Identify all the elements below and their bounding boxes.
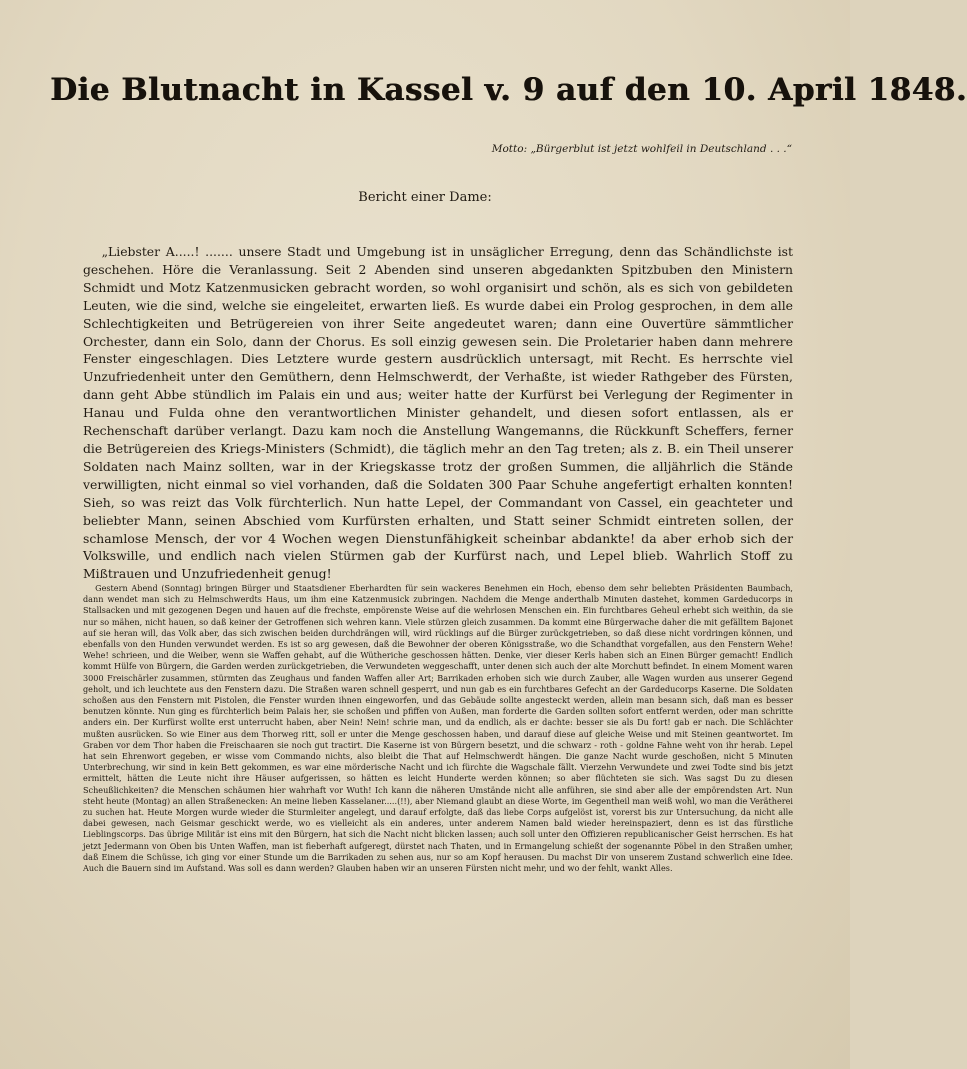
motto: Motto: „Bürgerblut ist jetzt wohlfeil in Deutschland . . .“: [491, 143, 792, 155]
detail-text-block: [83, 583, 793, 874]
report-subtitle: Bericht einer Dame:: [358, 190, 492, 205]
main-paragraph: „Liebster A.....! ....... unsere Stadt und Umgebung ist in unsäglicher Erregung, denn das Schändlichste ist geschehen. Höre die Veranlassung. Seit 2 Abenden sind unseren abgedankten Spitzbuben den Ministern Schmidt und Motz Katzenmusicken gebracht worden, so wohl organisirt und schön, als es sich von gebildeten Leuten, wie die sind, welche sie eingeleitet, erwarten ließ. Es wurde dabei ein Prolog gesprochen, in dem alle Schlechtigkeiten und Betrügereien von ihrer Seite angedeutet waren; dann eine Ouvertüre sämmtlicher Orchester, dann ein Solo, dann der Chorus. Es soll einzig gewesen sein. Die Proletarier haben dann mehrere Fenster eingeschlagen. Dies Letztere wurde gestern ausdrücklich untersagt, mit Recht. Es herrschte viel Unzufriedenheit unter den Gemüthern, denn Helmschwerdt, der Verhaßte, ist wieder Rathgeber des Fürsten, dann geht Abbe stündlich im Palais ein und aus; weiter hatte der Kurfürst bei Verlegung der Regimenter in Hanau und Fulda ohne den verantwortlichen Minister gehandelt, und diesen sofort entlassen, als er Rechenschaft darüber verlangt. Dazu kam noch die Anstellung Wangemanns, die Rückkunft Scheffers, ferner die Betrügereien des Kriegs-Ministers (Schmidt), die täglich mehr an den Tag treten; als z. B. ein Theil unserer Soldaten nach Mainz sollten, war in der Kriegskasse trotz der großen Summen, die alljährlich die Stände verwilligten, nicht einmal so viel vorhanden, daß die Soldaten 300 Paar Schuhe angefertigt erhalten konnten! Sieh, so was reizt das Volk fürchterlich. Nun hatte Lepel, der Commandant von Cassel, ein geachteter und beliebter Mann, seinen Abschied vom Kurfürsten erhalten, und Statt seiner Schmidt eintreten sollen, der schamlose Mensch, der vor 4 Wochen wegen Dienstunfähigkeit scheinbar abdankte! da aber erhob sich der Volkswille, und endlich nach vielen Stürmen gab der Kurfürst nach, und Lepel blieb. Wahrlich Stoff zu Mißtrauen und Unzufriedenheit genug!: [83, 244, 793, 582]
main-text-block: [83, 243, 793, 583]
page-title: Die Blutnacht in Kassel v. 9 auf den 10. April 1848.: [50, 72, 967, 108]
detail-paragraph: Gestern Abend (Sonntag) bringen Bürger und Staatsdiener Eberhardten für sein wackeres Benehmen ein Hoch, ebenso dem sehr beliebten Präsidenten Baumbach, dann wendet man sich zu Helmschwerdts Haus, um ihm eine Katzenmusick zubringen. Nachdem die Menge anderthalb Minuten dastehet, kommen Gardeducorps in Stallsacken und mit gezogenen Degen und hauen auf die frechste, empörenste Weise auf die wehrlosen Menschen ein. Ein furchtbares Geheul erhebt sich weithin, da sie nur so mähen, nicht hauen, so daß keiner der Getroffenen sich wehren kann. Viele stürzen gleich zusammen. Da kommt eine Bürgerwache daher die mit gefälltem Bajonet auf sie heran will, das Volk aber, das sich zwischen beiden durchdrängen will, wird rücklings auf die Bürger zurückgetrieben, so daß diese nicht vordringen können, und ebenfalls von den Hunden verwundet werden. Es ist so arg gewesen, daß die Bewohner der oberen Königsstraße, wo die Schandthat vorgefallen, aus den Fenstern Wehe! Wehe! schrieen, und die Weiber, wenn sie Waffen gehabt, auf die Wütheriche geschossen hätten. Denke, vier dieser Kerls haben sich an Einen Bürger gemacht! Endlich kommt Hülfe von Bürgern, die Garden werden zurückgetrieben, die Verwundeten weggeschafft, unter denen sich auch der alte Morchutt befindet. In einem Moment waren 3000 Freischärler zusammen, stürmten das Zeughaus und fanden Waffen aller Art; Barrikaden erhoben sich wie durch Zauber, alle Wagen wurden aus unserer Gegend geholt, und ich leuchtete aus den Fenstern dazu. Die Straßen waren schnell gesperrt, und nun gab es ein furchtbares Gefecht an der Gardeducorps Kaserne. Die Soldaten schoßen aus den Fenstern mit Pistolen, die Fenster wurden ihnen eingeworfen, und das Gebäude sollte angesteckt werden, allein man besann sich, daß man es besser benutzen könnte. Nun ging es fürchterlich beim Palais her, sie schoßen und pfiffen von Außen, man forderte die Garden sollten sofort entfernt werden, oder man schritte anders ein. Der Kurfürst wollte erst unterrucht haben, aber Nein! Nein! schrie man, und da endlich, als er dachte: besser sie als Du fort! gab er nach. Die Schlächter mußten ausrücken. So wie Einer aus dem Thorweg ritt, soll er unter die Menge geschossen haben, und darauf diese auf gleiche Weise und mit Steinen geantwortet. Im Graben vor dem Thor haben die Freischaaren sie noch gut tractirt. Die Kaserne ist von Bürgern besetzt, und die schwarz - roth - goldne Fahne weht von ihr herab. Lepel hat sein Ehrenwort gegeben, er wisse vom Commando nichts, also bleibt die That auf Helmschwerdt hängen. Die ganze Nacht wurde geschoßen, nicht 5 Minuten Unterbrechung, wir sind in kein Bett gekommen, es war eine mörderische Nacht und ich fürchte die Wagschale fällt. Vierzehn Verwundete und zwei Todte sind bis jetzt ermittelt, hätten die Leute nicht ihre Häuser aufgerissen, so hätten es leicht Hunderte werden können; so aber flüchteten sie sich. Was sagst Du zu diesen Scheußlichkeiten? die Menschen schäumen hier wahrhaft vor Wuth! Ich kann die näheren Umstände nicht alle anführen, sie sind aber alle der empörendsten Art. Nun steht heute (Montag) an allen Straßenecken: An meine lieben Kasselaner.....(!!), aber Niemand glaubt an diese Worte, im Gegentheil man weiß wohl, wo man die Verätherei zu suchen hat. Heute Morgen wurde wieder die Sturmleiter angelegt, und darauf erfolgte, daß das liebe Corps aufgelöst ist, vorerst bis zur Untersuchung, da nicht alle dabei gewesen, nach Geismar geschickt werde, wo es vielleicht als ein anderes, unter anderem Namen bald wieder hereinspaziert, denn es ist das fürstliche Lieblingscorps. Das übrige Militär ist eins mit den Bürgern, hat sich die Nacht nicht blicken lassen; auch soll unter den Offizieren republicanischer Geist herrschen. Es hat jetzt Jedermann von Oben bis Unten Waffen, man ist fieberhaft aufgeregt, dürstet nach Thaten, und in Ermangelung schießt der sogenannte Pöbel in den Straßen umher, daß Einem die Schüsse, ich ging vor einer Stunde um die Barrikaden zu sehen aus, nur so am Kopf herausen. Du machst Dir von unserem Zustand schwerlich eine Idee. Auch die Bauern sind im Aufstand. Was soll es dann werden? Glauben haben wir an unseren Fürsten nicht mehr, und wo der fehlt, wankt Alles.: [83, 583, 793, 874]
